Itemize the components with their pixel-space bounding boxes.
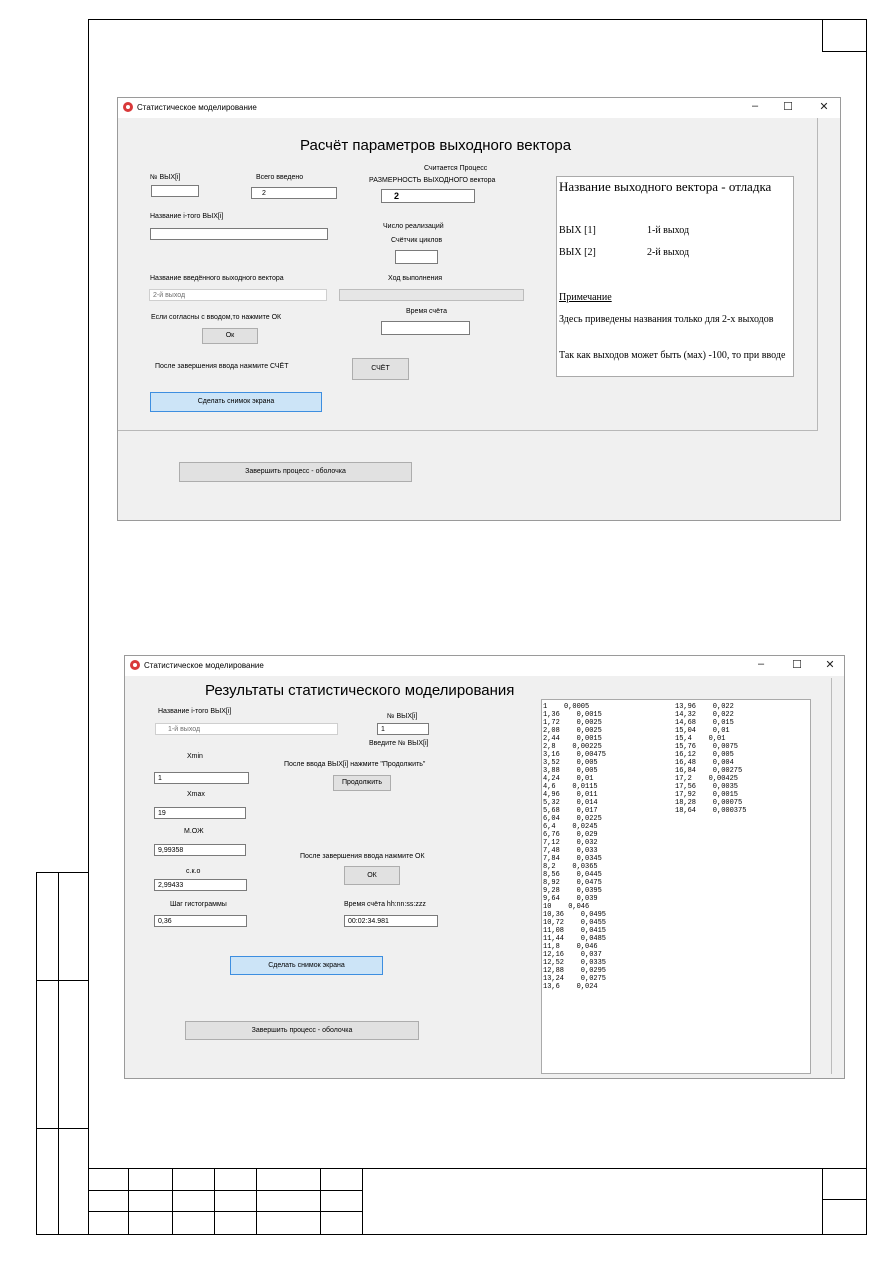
results-row[interactable]: 15,4 0,01	[675, 735, 726, 743]
info-row-value: 2-й выход	[647, 247, 690, 258]
results-row[interactable]: 14,68 0,015	[675, 719, 734, 727]
results-row[interactable]: 3,16 0,00475	[543, 751, 607, 759]
agree-label: Если согласны с вводом,то нажмите ОК	[151, 314, 282, 321]
ok-button[interactable]: Ок	[202, 328, 258, 344]
mean-field[interactable]: 9,99358	[154, 844, 246, 856]
results-row[interactable]: 5,68 0,017	[543, 807, 598, 815]
total-label: Всего введено	[256, 174, 304, 181]
step-field[interactable]: 0,36	[154, 915, 247, 927]
no-out-field[interactable]	[151, 185, 199, 197]
after-input-label: После ввода ВЫХ[i] нажмите "Продолжить"	[284, 761, 426, 768]
minimize-icon[interactable]: –	[751, 100, 759, 112]
progress-bar	[339, 289, 524, 301]
results-row[interactable]: 13,96 0,022	[675, 703, 734, 711]
results-column-2	[675, 703, 746, 815]
results-row[interactable]: 7,48 0,033	[543, 847, 598, 855]
finish-process-button[interactable]: Завершить процесс - оболочка	[185, 1021, 419, 1040]
app-icon	[123, 102, 133, 112]
results-list[interactable]	[541, 699, 811, 1074]
results-row[interactable]: 6,4 0,0245	[543, 823, 598, 831]
app-icon	[130, 660, 140, 670]
results-row[interactable]: 3,88 0,005	[543, 767, 598, 775]
results-row[interactable]: 8,56 0,0445	[543, 871, 602, 879]
results-row[interactable]: 4,24 0,01	[543, 775, 594, 783]
results-row[interactable]: 4,6 0,0115	[543, 783, 598, 791]
results-row[interactable]: 9,28 0,0395	[543, 887, 602, 895]
screenshot-button[interactable]: Сделать снимок экрана	[150, 392, 322, 412]
results-row[interactable]: 3,52 0,005	[543, 759, 598, 767]
finish-process-button[interactable]: Завершить процесс - оболочка	[179, 462, 412, 482]
time-label: Время счёта hh:nn:ss:zzz	[344, 901, 426, 908]
results-row[interactable]: 12,88 0,0295	[543, 967, 607, 975]
info-row-key: ВЫХ [1]	[559, 225, 596, 236]
results-row[interactable]: 7,84 0,0345	[543, 855, 602, 863]
results-row[interactable]: 16,84 0,00275	[675, 767, 743, 775]
results-row[interactable]: 15,76 0,0075	[675, 743, 739, 751]
window-parameters	[117, 97, 841, 521]
results-row[interactable]: 8,92 0,0475	[543, 879, 602, 887]
results-row[interactable]: 4,96 0,011	[543, 791, 598, 799]
results-row[interactable]: 18,64 0,000375	[675, 807, 747, 815]
maximize-icon[interactable]: ☐	[783, 101, 793, 113]
window-title: Статистическое моделирование	[137, 103, 257, 112]
enter-no-label: Введите № ВЫХ[i]	[369, 740, 429, 747]
results-row[interactable]: 6,76 0,029	[543, 831, 598, 839]
time-label: Время счёта	[406, 308, 447, 315]
info-title: Название выходного вектора - отладка	[559, 179, 772, 194]
dimension-field[interactable]: 2	[381, 189, 475, 203]
results-row[interactable]: 17,56 0,0035	[675, 783, 739, 791]
results-row[interactable]: 11,08 0,0415	[543, 927, 607, 935]
note-text: Так как выходов может быть (мах) -100, то при вводе	[559, 350, 786, 361]
name-label: Название i-того ВЫХ[i]	[158, 708, 232, 715]
window-title: Статистическое моделирование	[144, 661, 264, 670]
xmin-field[interactable]: 1	[154, 772, 249, 784]
after-input-label: После завершения ввода нажмите СЧЁТ	[155, 363, 289, 370]
screenshot-button[interactable]: Сделать снимок экрана	[230, 956, 383, 975]
total-field[interactable]: 2	[251, 187, 337, 199]
xmax-field[interactable]: 19	[154, 807, 246, 819]
info-row-key: ВЫХ [2]	[559, 247, 596, 258]
results-row[interactable]: 16,12 0,005	[675, 751, 734, 759]
no-out-field[interactable]: 1	[377, 723, 429, 735]
entered-name-field[interactable]: 2-й выход	[149, 289, 327, 301]
time-field[interactable]	[381, 321, 470, 335]
results-row[interactable]: 16,48 0,004	[675, 759, 734, 767]
results-column-1	[543, 703, 606, 991]
results-row[interactable]: 13,24 0,0275	[543, 975, 607, 983]
finish-input-label: После завершения ввода нажмите ОК	[300, 853, 425, 860]
results-row[interactable]: 17,92 0,0015	[675, 791, 739, 799]
step-label: Шаг гистограммы	[170, 901, 227, 908]
no-out-label: № ВЫХ[i]	[387, 713, 418, 720]
results-row[interactable]: 11,8 0,046	[543, 943, 598, 951]
entered-name-label: Название введённого выходного вектора	[150, 275, 284, 282]
maximize-icon[interactable]: ☐	[792, 659, 802, 671]
results-row[interactable]: 14,32 0,022	[675, 711, 734, 719]
process-label: Считается Процесс	[424, 165, 488, 172]
panel-bottom-border	[118, 430, 817, 431]
results-row[interactable]: 12,52 0,0335	[543, 959, 607, 967]
results-row[interactable]: 18,28 0,00075	[675, 799, 743, 807]
results-row[interactable]: 13,6 0,024	[543, 983, 598, 991]
results-row[interactable]: 5,32 0,014	[543, 799, 598, 807]
xmax-label: Xmax	[187, 791, 205, 798]
info-panel	[556, 176, 794, 377]
name-field[interactable]	[150, 228, 328, 240]
info-row	[559, 225, 690, 236]
std-field[interactable]: 2,99433	[154, 879, 247, 891]
results-row[interactable]: 1 0,0005	[543, 703, 590, 711]
xmin-label: Xmin	[187, 753, 203, 760]
results-row[interactable]: 6,04 0,0225	[543, 815, 602, 823]
name-label: Название i-того ВЫХ[i]	[150, 213, 224, 220]
results-row[interactable]: 10,72 0,0455	[543, 919, 607, 927]
time-field[interactable]: 00:02:34.981	[344, 915, 438, 927]
minimize-icon[interactable]: –	[757, 658, 765, 670]
results-row[interactable]: 8,2 0,0365	[543, 863, 598, 871]
count-button[interactable]: СЧЁТ	[352, 358, 409, 380]
note-text: Здесь приведены названия только для 2-х выходов	[559, 314, 774, 325]
results-row[interactable]: 2,8 0,00225	[543, 743, 602, 751]
ok-button[interactable]: ОК	[344, 866, 400, 885]
continue-button[interactable]: Продолжить	[333, 775, 391, 791]
results-row[interactable]: 15,04 0,01	[675, 727, 730, 735]
mean-label: М.ОЖ	[184, 828, 204, 835]
std-label: с.к.о	[186, 868, 201, 875]
results-row[interactable]: 2,08 0,0025	[543, 727, 602, 735]
info-row-value: 1-й выход	[647, 225, 690, 236]
results-row[interactable]: 11,44 0,0485	[543, 935, 607, 943]
title-bar	[125, 656, 844, 676]
results-row[interactable]: 1,72 0,0025	[543, 719, 602, 727]
dimension-label: РАЗМЕРНОСТЬ ВЫХОДНОГО вектора	[369, 177, 496, 184]
results-row[interactable]: 10,36 0,0495	[543, 911, 607, 919]
window-results	[124, 655, 845, 1079]
results-row[interactable]: 2,44 0,0015	[543, 735, 602, 743]
progress-label: Ход выполнения	[388, 275, 443, 282]
note-title: Примечание	[559, 292, 612, 303]
cycles-field[interactable]	[395, 250, 438, 264]
panel-right-border	[817, 118, 818, 431]
page-title: Результаты статистического моделирования	[205, 682, 515, 699]
results-row[interactable]: 7,12 0,032	[543, 839, 598, 847]
close-icon[interactable]: ✕	[819, 101, 829, 113]
page-title: Расчёт параметров выходного вектора	[300, 137, 572, 154]
scroll-area-border	[831, 678, 832, 1074]
no-out-label: № ВЫХ[i]	[150, 174, 181, 181]
info-row	[559, 247, 690, 258]
results-row[interactable]: 17,2 0,00425	[675, 775, 739, 783]
close-icon[interactable]: ✕	[825, 659, 835, 671]
realizations-label: Число реализаций	[383, 223, 444, 230]
results-row[interactable]: 1,36 0,0015	[543, 711, 602, 719]
title-bar	[118, 98, 840, 118]
results-row[interactable]: 12,16 0,037	[543, 951, 602, 959]
name-field[interactable]: 1-й выход	[155, 723, 338, 735]
results-row[interactable]: 9,64 0,039	[543, 895, 598, 903]
results-row[interactable]: 10 0,046	[543, 903, 590, 911]
cycles-label: Счётчик циклов	[391, 237, 443, 244]
